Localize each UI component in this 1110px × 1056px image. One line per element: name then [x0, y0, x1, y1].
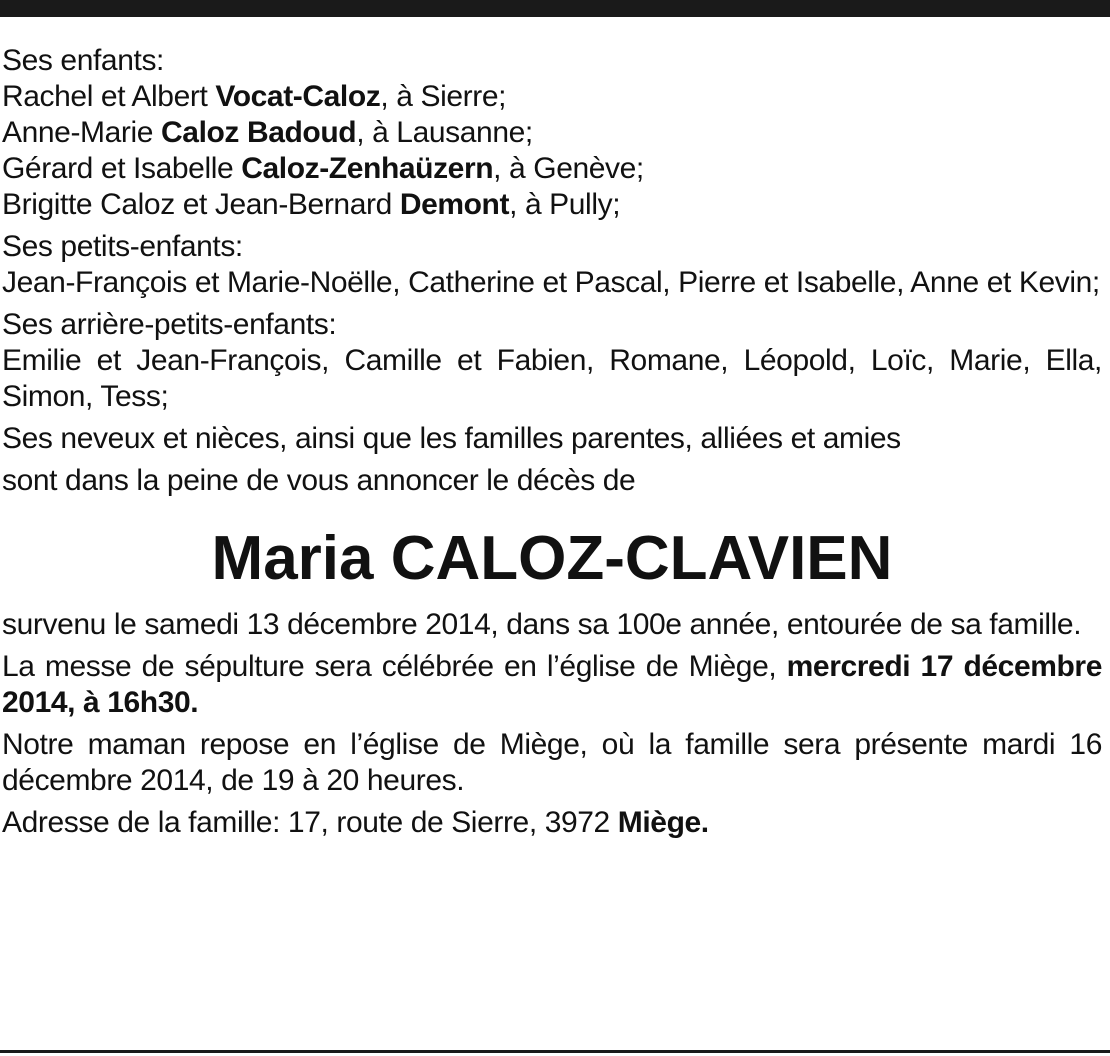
death-notice: survenu le samedi 13 décembre 2014, dans sa 100e année, entourée de sa famille.: [2, 608, 1082, 641]
children-entry: [2, 187, 1102, 223]
children-entry: [2, 151, 1102, 187]
relatives-line: Ses neveux et nièces, ainsi que les familles parentes, alliées et amies: [2, 422, 901, 455]
children-entry: [2, 79, 1102, 115]
funeral-text: La messe de sépulture sera célébrée en l’église de Miège,: [2, 650, 787, 683]
address-text: Adresse de la famille: 17, route de Sierre, 3972: [2, 806, 618, 839]
visitation-notice: Notre maman repose en l’église de Miège, où la famille sera présente mardi 16 décembre 2014, de 19 à 20 heures.: [2, 728, 1102, 797]
funeral-notice: [2, 649, 1102, 721]
entry-location: , à Genève;: [493, 152, 644, 185]
entry-location: , à Sierre;: [380, 80, 507, 113]
deceased-name: Maria CALOZ-CLAVIEN: [211, 524, 893, 593]
entry-location: , à Pully;: [509, 188, 621, 221]
entry-names: Brigitte Caloz et Jean-Bernard: [2, 188, 400, 221]
grandchildren-list: Jean-François et Marie-Noëlle, Catherine et Pascal, Pierre et Isabelle, Anne et Kevin;: [2, 266, 1100, 299]
entry-surname: Vocat-Caloz: [215, 80, 381, 113]
entry-surname: Demont: [399, 188, 510, 221]
great-grandchildren-heading: Ses arrière-petits-enfants:: [2, 308, 337, 341]
grandchildren-heading: Ses petits-enfants:: [2, 230, 243, 263]
announcement-line: sont dans la peine de vous annoncer le décès de: [2, 464, 636, 497]
bottom-rule: [0, 1050, 1110, 1053]
address-town: Miège.: [617, 806, 709, 839]
funeral-date: mercredi 17 décembre 2014, à 16h30.: [2, 650, 1102, 719]
entry-names: Rachel et Albert: [2, 80, 216, 113]
family-address: [2, 805, 1102, 841]
entry-surname: Caloz Badoud: [161, 116, 357, 149]
children-entry: [2, 115, 1102, 151]
great-grandchildren-list: Emilie et Jean-François, Camille et Fabien, Romane, Léopold, Loïc, Marie, Ella, Simon, Tess;: [2, 344, 1102, 413]
entry-surname: Caloz-Zenhaüzern: [241, 152, 494, 185]
children-heading: Ses enfants:: [2, 44, 164, 77]
entry-names: Anne-Marie: [2, 116, 162, 149]
entry-location: , à Lausanne;: [356, 116, 533, 149]
entry-names: Gérard et Isabelle: [2, 152, 242, 185]
top-rule: [0, 0, 1110, 17]
obituary-notice: [2, 43, 1102, 841]
